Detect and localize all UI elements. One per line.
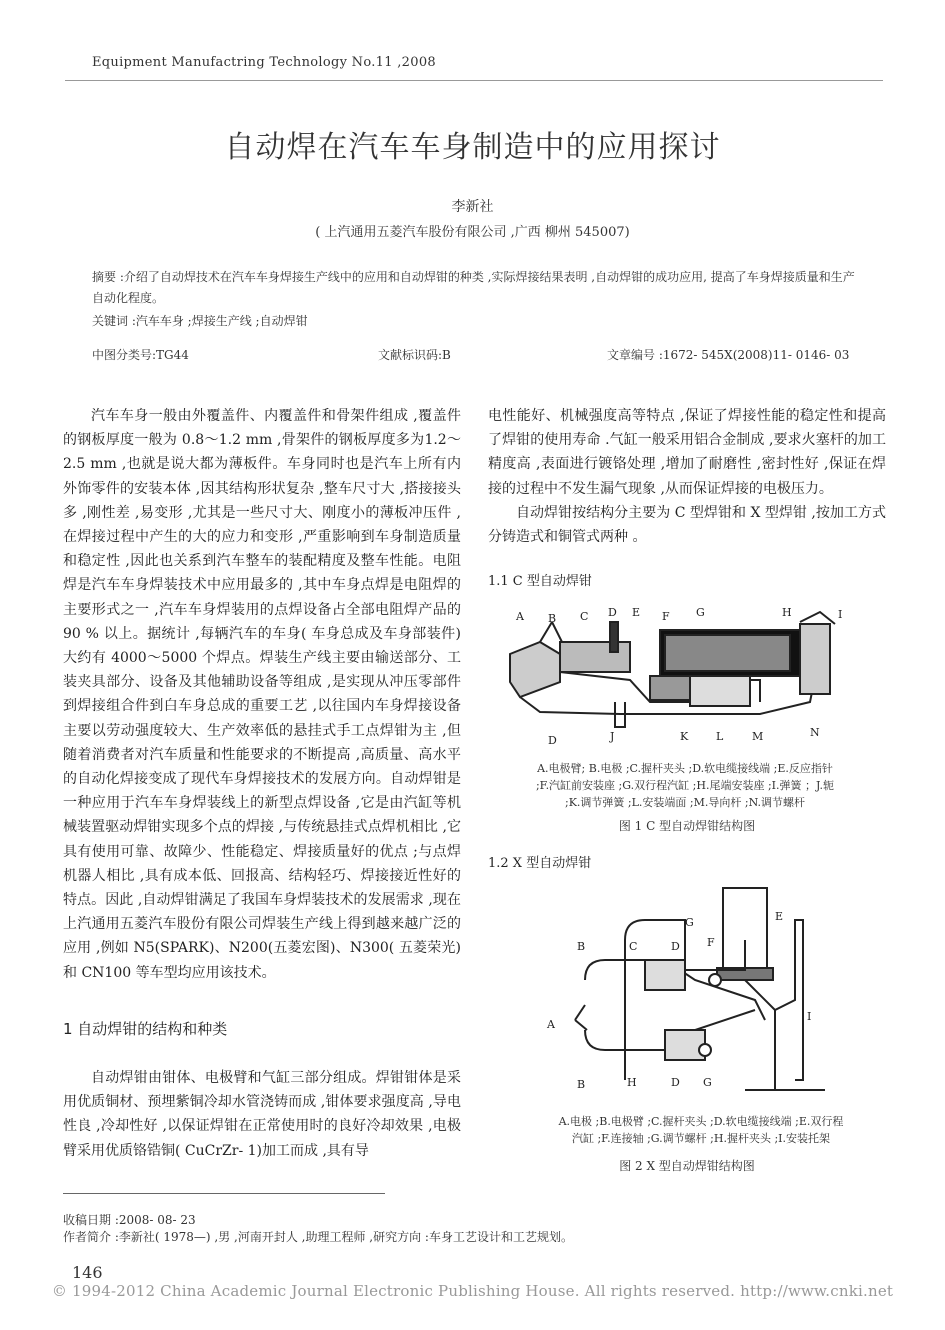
document-code: 文献标识码:B xyxy=(378,348,451,362)
fig1-label: D xyxy=(548,734,557,747)
affiliation: ( 上汽通用五菱汽车股份有限公司 ,广西 柳州 545007) xyxy=(315,225,630,240)
fig2-label: G xyxy=(703,1076,712,1089)
left-column xyxy=(63,404,461,985)
fig2-label: F xyxy=(707,936,715,949)
right-column xyxy=(488,404,886,549)
fig2-label: I xyxy=(807,1010,812,1023)
header-rule xyxy=(65,80,883,81)
author: 李新社 xyxy=(451,199,494,215)
received-date: 收稿日期 :2008- 08- 23 xyxy=(63,1213,196,1227)
fig1-label: D xyxy=(608,606,617,619)
fig1-label: E xyxy=(632,606,641,619)
fig1-label: I xyxy=(838,608,843,621)
fig2-label: B xyxy=(577,940,586,953)
fig1-label: A xyxy=(516,610,524,623)
fig1-label: K xyxy=(680,730,689,743)
figure-1-legend: A.电极臂; B.电极 ;C.握杆夹头 ;D.软电缆接线端 ;E.反应指针 ;F.汽缸前安装座 ;G.双行程汽缸 ;H.尾端安装座 ;I.弹簧 ；J.轭 ;K.调节弹簧 ;L.安装端面 ;M.导向杆 ;N.调节螺杆 xyxy=(535,762,835,809)
figure-2-caption: 图 2 X 型自动焊钳结构图 xyxy=(619,1159,755,1173)
body-paragraph: 电性能好、机械强度高等特点 ,保证了焊接性能的稳定性和提高了焊钳的使用寿命 .气缸一般采用铝合金制成 ,要求火塞杆的加工精度高 ,表面进行镀铬处理 ,增加了耐磨性 ,密封性好 ,保证在焊接的过程中不发生漏气现象 ,从而保证焊接的电极压力。 xyxy=(488,408,886,497)
fig1-label: N xyxy=(810,726,820,739)
author-bio: 作者简介 :李新社( 1978—) ,男 ,河南开封人 ,助理工程师 ,研究方向 :车身工艺设计和工艺规划。 xyxy=(63,1230,573,1244)
fig2-label: D xyxy=(671,1076,680,1089)
fig1-label: C xyxy=(580,610,589,623)
copyright-notice: © 1994-2012 China Academic Journal Electronic Publishing House. All rights reserved. http://www.cnki.net xyxy=(51,1282,894,1300)
figure-2-legend: A.电极 ;B.电极臂 ;C.握杆夹头 ;D.软电缆接线端 ;E.双行程汽缸 ;F.连接轴 ;G.调节螺杆 ;H.握杆夹头 ;I.安装托架 xyxy=(558,1115,844,1145)
fig1-label: F xyxy=(662,610,670,623)
fig2-label: G xyxy=(685,916,694,929)
fig2-label: D xyxy=(671,940,680,953)
article-number: 文章编号 :1672- 545X(2008)11- 0146- 03 xyxy=(607,348,850,362)
section-heading: 1 自动焊钳的结构和种类 xyxy=(63,1020,228,1038)
footnote-rule xyxy=(63,1193,385,1194)
figure-1-labels xyxy=(500,602,860,752)
fig1-label: B xyxy=(548,612,557,625)
fig2-label: H xyxy=(627,1076,637,1089)
body-paragraph: 汽车车身一般由外覆盖件、内覆盖件和骨架件组成 ,覆盖件的钢板厚度一般为 0.8～1.2 mm ,骨架件的钢板厚度多为1.2～2.5 mm ,也就是说大都为薄板件。车身同时也是汽车上所有内外饰零件的安装本体 ,因其结构形状复杂 ,整车尺寸大 ,搭接接头多 ,刚性差 ,易变形 ,尤其是一些尺寸大、刚度小的薄板冲压件 ,在焊接过程中产生的大的应力和变形 ,严重影响到车身制造质量和稳定性 ,因此也关系到汽车整车的装配精度及整车性能。电阻焊是汽车车身焊装技术中应用最多的 ,其中车身点焊是电阻焊的主要形式之一 ,汽车车身焊装用的点焊设备占全部电阻焊产品的 90 % 以上。据统计 ,每辆汽车的车身( 车身总成及车身部装件)大约有 4000～5000 个焊点。焊装生产线主要由输送部分、工装夹具部分、设备及其他辅助设备等组成 ,是实现从冲压零部件到焊接组合件到白车身总成的重要工艺 ,以往国内车身焊接设备主要以劳动强度较大、生产效率低的悬挂式手工点焊钳为主 ,但随着消费者对汽车质量和性能要求的不断提高 ,高质量、高水平的自动化焊接变成了现代车身焊接技术的发展方向。自动焊钳是一种应用于汽车车身焊装线上的新型点焊设备 ,它是由汽缸等机械装置驱动焊钳实现多个点的焊接 ,与传统悬挂式点焊机相比 ,它具有使用可靠、故障少、性能稳定、焊接质量好的优点 ;与点焊机器人相比 ,具有成本低、回报高、结构轻巧、焊接接近性好的特点。因此 ,自动焊钳满足了我国车身焊装技术的发展需求 ,现在上汽通用五菱汽车股份有限公司焊装生产线上得到越来越广泛的应用 ,例如 N5(SPARK)、N200(五菱宏图)、N300( 五菱荣光) 和 CN100 等车型均应用该技术。 xyxy=(63,408,461,981)
figure-1-caption: 图 1 C 型自动焊钳结构图 xyxy=(618,819,756,833)
figure-2-labels xyxy=(545,880,835,1095)
class-number: 中图分类号:TG44 xyxy=(92,348,189,362)
fig1-label: J xyxy=(610,730,615,743)
fig2-label: E xyxy=(775,910,784,923)
fig2-label: B xyxy=(577,1078,586,1091)
page-number: 146 xyxy=(72,1263,103,1282)
abstract: 摘要 :介绍了自动焊技术在汽车车身焊接生产线中的应用和自动焊钳的种类 ,实际焊接结果表明 ,自动焊钳的成功应用, 提高了车身焊接质量和生产自动化程度。 xyxy=(92,270,855,305)
fig2-label: C xyxy=(629,940,638,953)
fig1-label: H xyxy=(782,606,792,619)
keywords: 关键词 :汽车车身 ;焊接生产线 ;自动焊钳 xyxy=(92,314,308,328)
subsection-heading: 1.1 C 型自动焊钳 xyxy=(488,574,592,589)
fig1-label: L xyxy=(716,730,724,743)
journal-header: Equipment Manufactring Technology No.11 ,2008 xyxy=(92,55,436,70)
body-paragraph: 自动焊钳按结构分主要为 C 型焊钳和 X 型焊钳 ,按加工方式分铸造式和铜管式两种 。 xyxy=(488,504,886,546)
subsection-heading: 1.2 X 型自动焊钳 xyxy=(488,856,592,871)
article-title: 自动焊在汽车车身制造中的应用探讨 xyxy=(224,130,721,165)
body-paragraph: 自动焊钳由钳体、电极臂和气缸三部分组成。焊钳钳体是采用优质铜材、预埋紫铜冷却水管浇铸而成 ,钳体要求强度高 ,导电性良 ,冷却性好 ,以保证焊钳在正常使用时的良好冷却效果 ,电极臂采用优质铬锆铜( CuCrZr- 1)加工而成 ,具有导 xyxy=(63,1070,461,1159)
fig1-label: M xyxy=(752,730,764,743)
left-column-lower xyxy=(63,1066,461,1163)
fig1-label: G xyxy=(696,606,705,619)
fig2-label: A xyxy=(547,1018,555,1031)
